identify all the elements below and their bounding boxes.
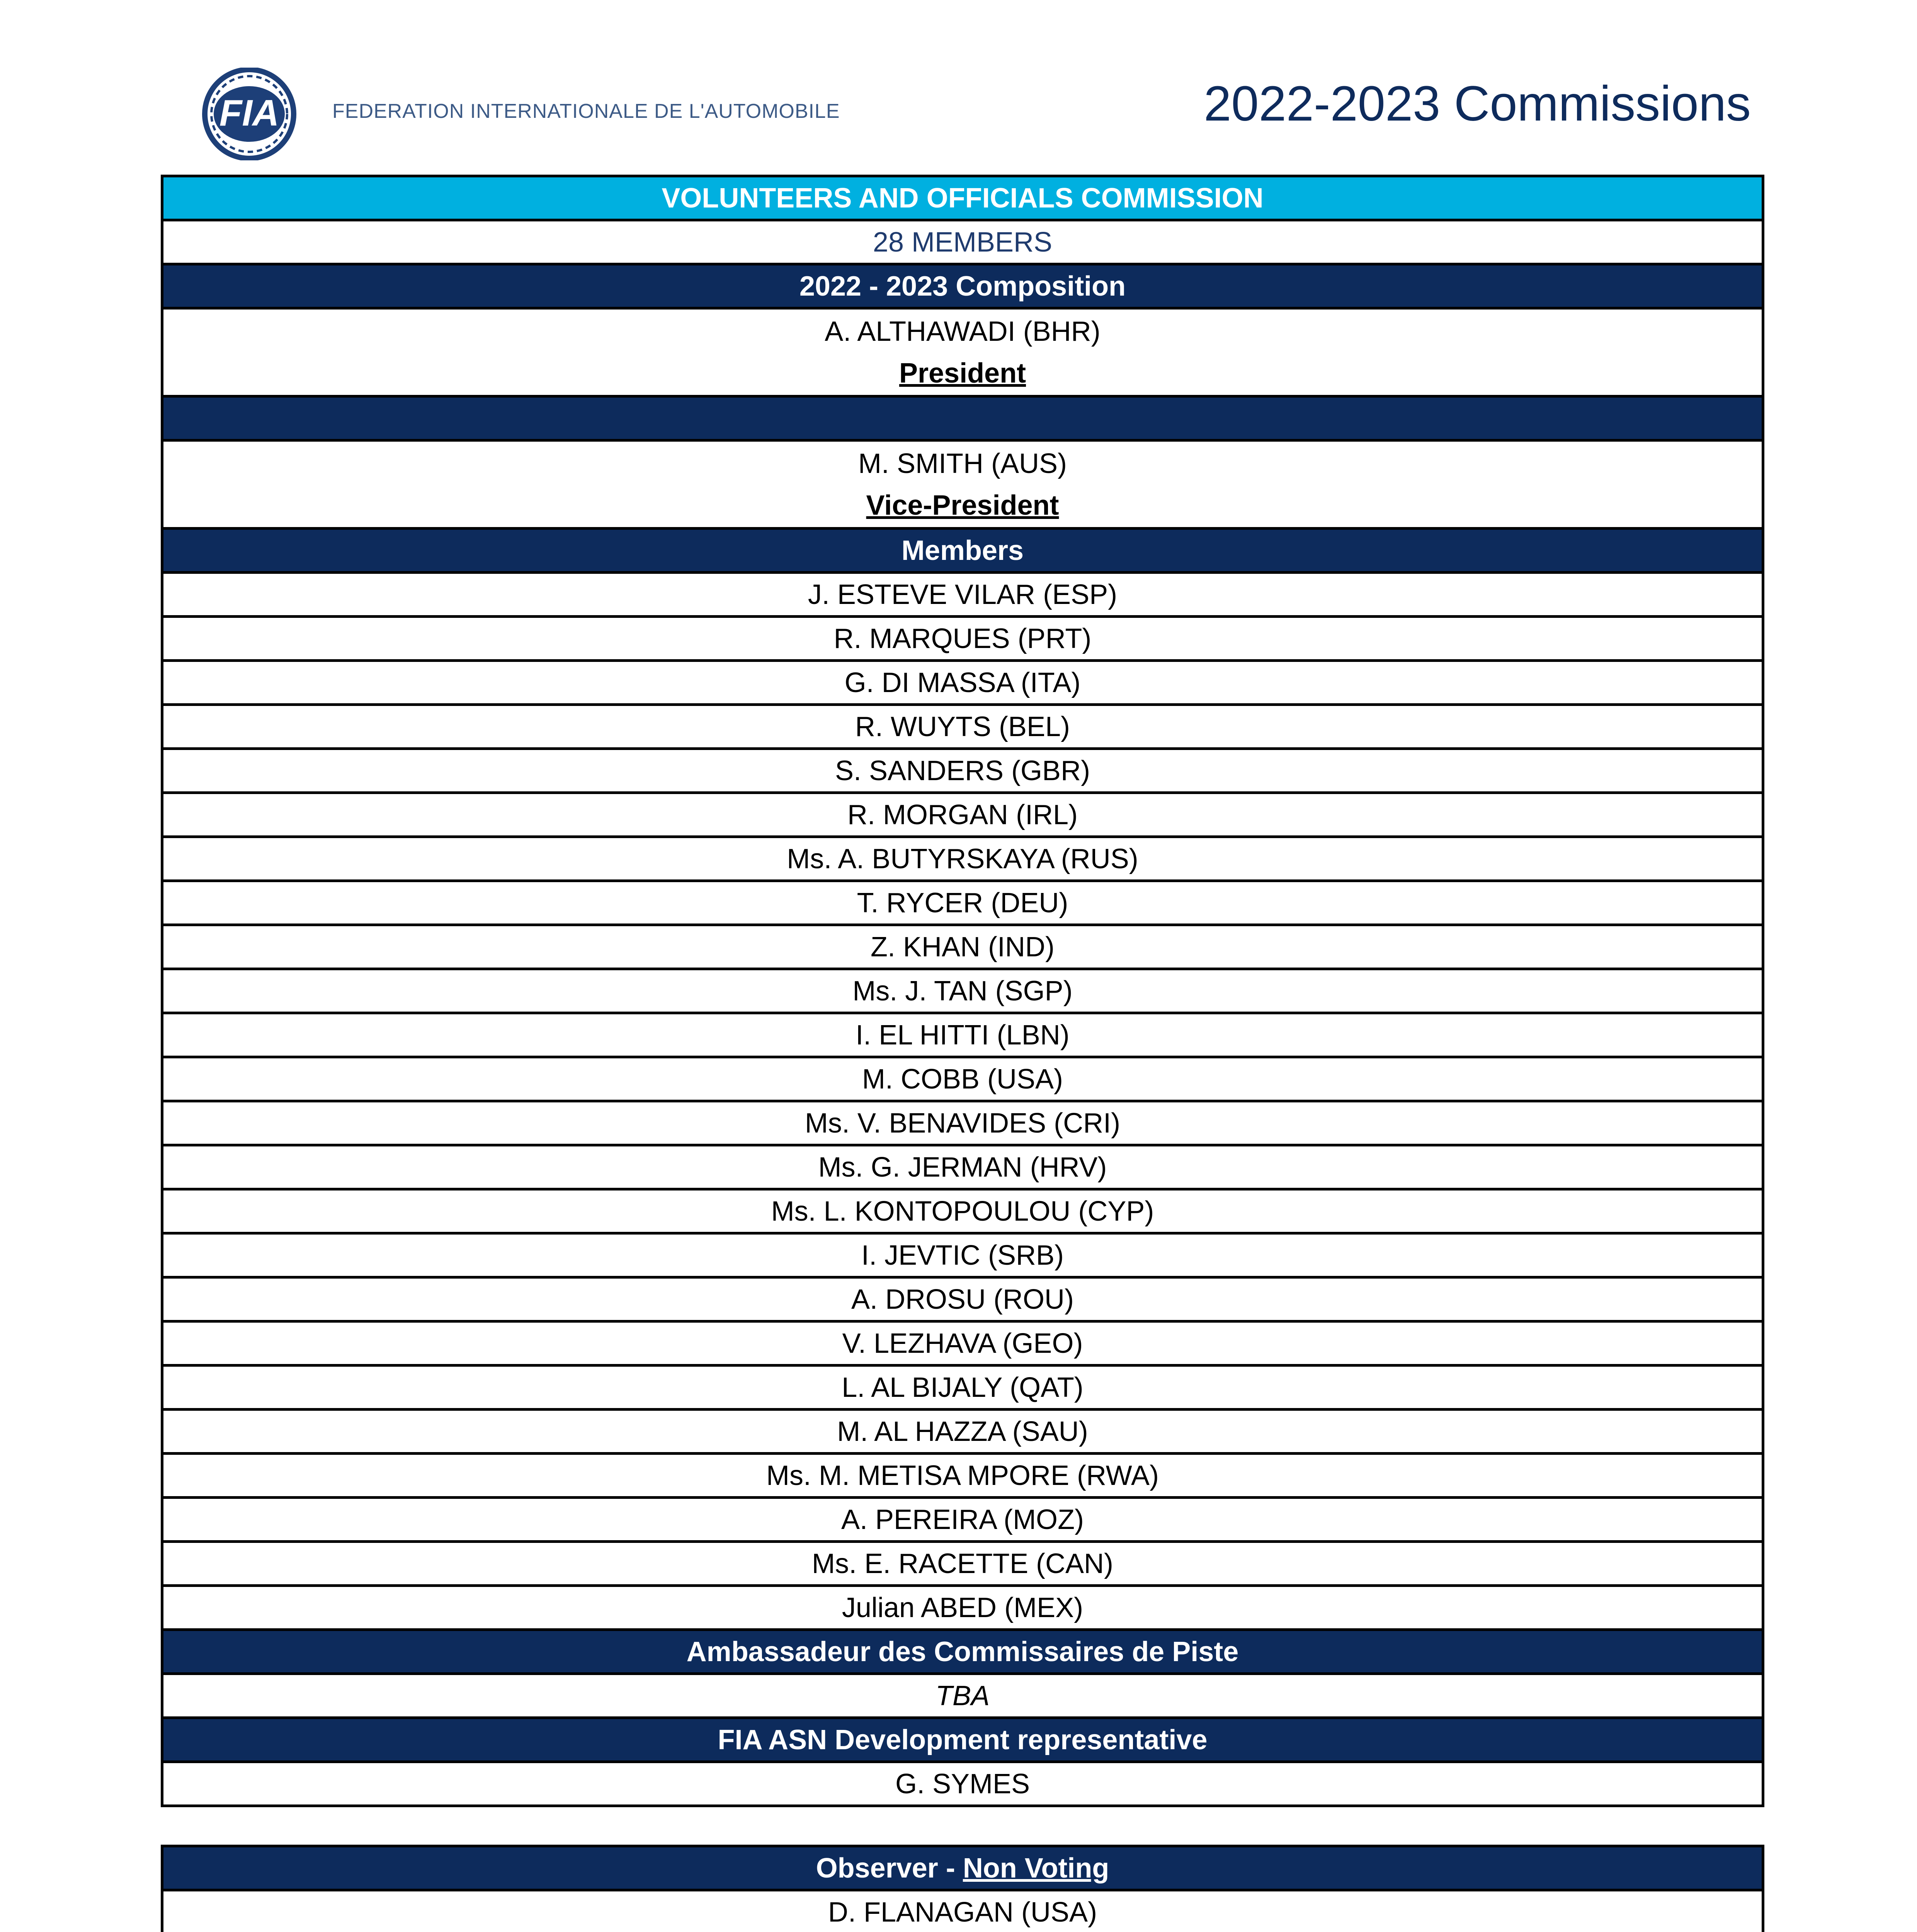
- member-row: S. SANDERS (GBR): [162, 749, 1763, 793]
- member-row: Ms. M. METISA MPORE (RWA): [162, 1454, 1763, 1498]
- member-row: M. COBB (USA): [162, 1057, 1763, 1101]
- member-row: M. AL HAZZA (SAU): [162, 1410, 1763, 1454]
- member-row: Ms. L. KONTOPOULOU (CYP): [162, 1189, 1763, 1233]
- asn-value: G. SYMES: [162, 1762, 1763, 1806]
- president-label: President: [899, 357, 1026, 389]
- fia-emblem-icon: [205, 70, 294, 158]
- org-name: FEDERATION INTERNATIONALE DE L'AUTOMOBILE: [332, 100, 840, 122]
- member-row: T. RYCER (DEU): [162, 881, 1763, 925]
- member-row: Z. KHAN (IND): [162, 925, 1763, 969]
- vice-president-name: M. SMITH (AUS): [858, 448, 1067, 479]
- member-count: 28 MEMBERS: [162, 220, 1763, 264]
- member-row: R. MORGAN (IRL): [162, 793, 1763, 837]
- member-row: L. AL BIJALY (QAT): [162, 1366, 1763, 1410]
- members-heading: Members: [162, 529, 1763, 573]
- member-row: Ms. A. BUTYRSKAYA (RUS): [162, 837, 1763, 881]
- observer-heading: [162, 1846, 1763, 1890]
- observer-heading-underlined: Non Voting: [963, 1852, 1109, 1884]
- member-row: R. MARQUES (PRT): [162, 617, 1763, 661]
- document-title: 2022-2023 Commissions: [1204, 76, 1751, 131]
- member-row: Ms. V. BENAVIDES (CRI): [162, 1101, 1763, 1145]
- member-row: Ms. J. TAN (SGP): [162, 969, 1763, 1013]
- member-row: V. LEZHAVA (GEO): [162, 1321, 1763, 1366]
- member-row: A. DROSU (ROU): [162, 1277, 1763, 1321]
- member-row: I. EL HITTI (LBN): [162, 1013, 1763, 1057]
- president-cell: [162, 308, 1763, 396]
- member-row: J. ESTEVE VILAR (ESP): [162, 573, 1763, 617]
- ambassador-heading: Ambassadeur des Commissaires de Piste: [162, 1630, 1763, 1674]
- asn-heading: FIA ASN Development representative: [162, 1718, 1763, 1762]
- spacer-band: [162, 396, 1763, 440]
- member-row: A. PEREIRA (MOZ): [162, 1498, 1763, 1542]
- observer-heading-prefix: Observer -: [816, 1852, 963, 1884]
- observer-table: [161, 1845, 1764, 1932]
- vice-president-cell: [162, 440, 1763, 529]
- member-row: R. WUYTS (BEL): [162, 705, 1763, 749]
- member-row: Ms. G. JERMAN (HRV): [162, 1145, 1763, 1189]
- commission-table: [161, 175, 1764, 1807]
- svg-text:FIA: FIA: [219, 92, 279, 134]
- vice-president-label: Vice-President: [866, 490, 1059, 521]
- member-row: Julian ABED (MEX): [162, 1586, 1763, 1630]
- president-name: A. ALTHAWADI (BHR): [825, 316, 1101, 347]
- member-row: G. DI MASSA (ITA): [162, 661, 1763, 705]
- ambassador-value: TBA: [162, 1674, 1763, 1718]
- observer-name: D. FLANAGAN (USA): [162, 1890, 1763, 1932]
- member-row: Ms. E. RACETTE (CAN): [162, 1542, 1763, 1586]
- composition-heading: 2022 - 2023 Composition: [162, 264, 1763, 308]
- member-row: I. JEVTIC (SRB): [162, 1233, 1763, 1277]
- commission-name: VOLUNTEERS AND OFFICIALS COMMISSION: [162, 176, 1763, 220]
